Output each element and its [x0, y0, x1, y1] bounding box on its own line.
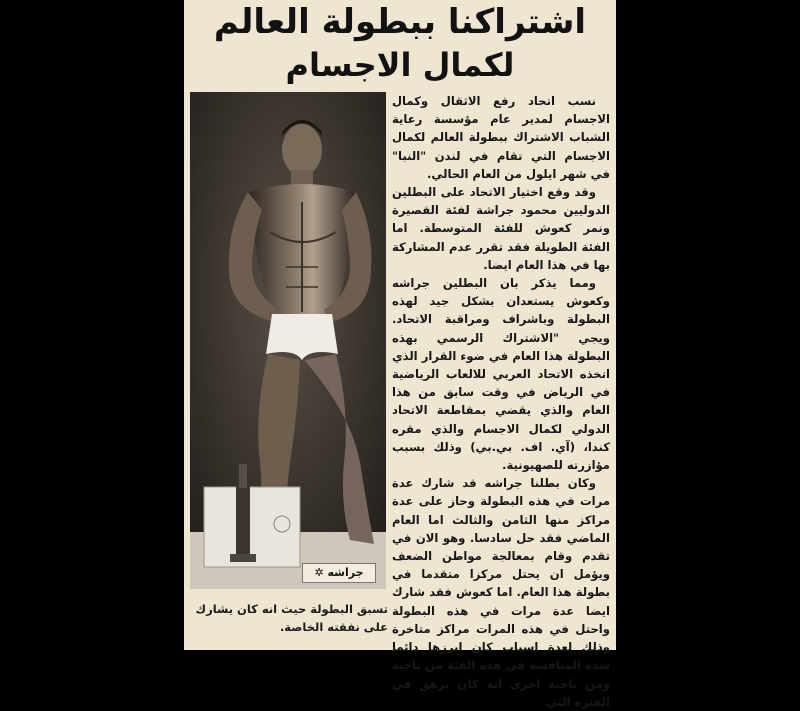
headline-line-2: لكمال الاجسام: [285, 46, 515, 84]
bodybuilder-illustration: [190, 92, 386, 589]
photo-caption: تسبق البطولة حيث انه كان يشارك على نفقته الخاصة.: [195, 602, 388, 634]
bodybuilder-photo: [190, 92, 386, 589]
article-paragraph: نسب اتحاد رفع الاثقال وكمال الاجسام لمدير عام مؤسسة رعاية الشباب الاشتراك ببطولة العالم لكمال الاجسام التي تقام في لندن "النبا" في شهر ايلول من العام الحالي.: [392, 94, 610, 181]
headline-line-1: اشتراكنا ببطولة العالم: [213, 2, 587, 42]
article-paragraph: ومما يذكر بان البطلين جراشه وكعوش يستعدان بشكل جيد لهذه البطولة وباشراف ومراقبة الاتحاد. ويجي "الاشتراك الرسمي بهذه البطولة هذا العام في ضوء القرار الذي اتخذه الاتحاد العربي للالعاب الرياضية في الرياض في وقت سابق من هذا العام والذي يقضي بمقاطعة الاتحاد الدولي لكمال الاجسام والذي مقره كندا، (آي. اف. بي.بي) وذلك بسبب مؤازرته للصهيونية.: [392, 276, 610, 473]
newspaper-clipping: [184, 0, 616, 709]
photo-caption-badge: جراشه ✲: [302, 563, 376, 583]
article-paragraph: وقد وقع اختيار الاتحاد على البطلين الدوليين محمود جراشة لفئة القصيرة ونمر كعوش للفئة المتوسطة. اما الفئة الطويلة فقد تقرر عدم المشاركة بها في هذا العام ايضا.: [392, 185, 610, 272]
article-paragraph: وكان بطلنا جراشه قد شارك عدة مرات في هذه البطولة وحاز على عدة مراكز منها الثامن والثالث اما العام الماضي فقد حل سادسا. وهو الان في تقدم وقام بمعالجة مواطن الضعف ويؤمل ان يحتل مركزا متقدما في بطولة هذا العام. اما كعوش فقد شارك ايضا عدة مرات في هذه البطولة واحتل في هذه المرات مراكز متاخرة وذلك لعدة اسباب كان ابرزها دائما شدة المنافسة في هذه الفئة من ناحية ومن ناحية اخرى انه كان يرهق في الفترة التي: [392, 476, 610, 709]
article-body: [392, 92, 610, 709]
